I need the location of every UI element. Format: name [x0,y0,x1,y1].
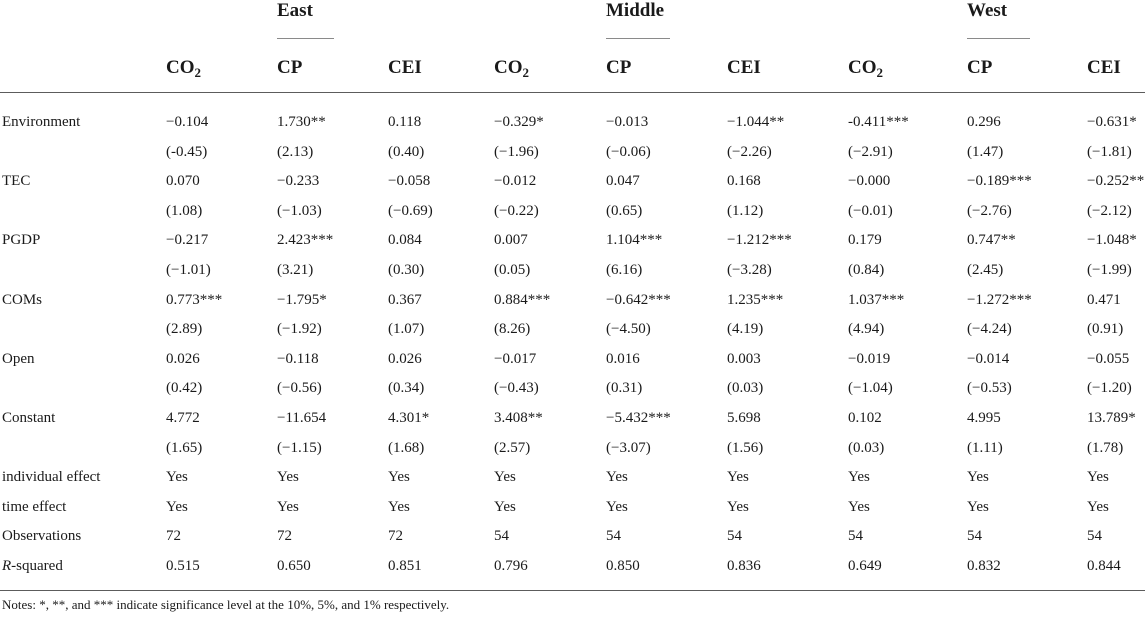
table-cell: −0.233 [277,173,320,189]
table-cell: (−1.92) [277,321,322,337]
group-underline-west [967,38,1030,39]
table-cell: 4.772 [166,410,200,426]
table-cell: (0.91) [1087,321,1124,337]
table-cell: 0.296 [967,114,1001,130]
table-cell: Yes [967,469,989,485]
table-cell: (1.56) [727,440,764,456]
table-cell: (−1.15) [277,440,322,456]
column-header: CEI [727,57,761,78]
table-row [0,314,1145,344]
table-cell: Yes [848,499,870,515]
table-cell: −1.272*** [967,292,1032,308]
table-row [0,196,1145,226]
row-label: Observations [2,528,82,544]
row-label: PGDP [2,232,41,248]
column-header: CP [606,57,632,78]
table-cell: 1.235*** [727,292,784,308]
table-cell: Yes [848,469,870,485]
row-label: Environment [2,114,81,130]
table-cell: (−3.07) [606,440,651,456]
column-header: CEI [388,57,422,78]
table-cell: 0.836 [727,558,761,574]
table-cell: 0.047 [606,173,640,189]
table-cell: (−2.91) [848,144,893,160]
table-cell: (4.19) [727,321,764,337]
table-cell: 0.179 [848,232,882,248]
column-header: CP [967,57,993,78]
table-row [0,166,1145,196]
table-cell: 0.844 [1087,558,1121,574]
table-cell: −0.252** [1087,173,1145,189]
table-row [0,225,1145,255]
table-cell: 5.698 [727,410,761,426]
table-cell: 0.070 [166,173,200,189]
table-cell: (−0.22) [494,203,539,219]
table-cell: 0.747** [967,232,1016,248]
table-cell: (−0.01) [848,203,893,219]
table-cell: −0.217 [166,232,209,248]
table-cell: (1.07) [388,321,425,337]
table-cell: −5.432*** [606,410,671,426]
table-notes: Notes: *, **, and *** indicate significance level at the 10%, 5%, and 1% respectively. [2,597,450,612]
table-cell: −0.118 [277,351,319,367]
table-cell: 0.773*** [166,292,223,308]
table-row [0,551,1145,581]
table-cell: −0.329* [494,114,544,130]
table-cell: (0.03) [727,380,764,396]
table-cell: −0.631* [1087,114,1137,130]
table-cell: (2.89) [166,321,203,337]
table-row [0,373,1145,403]
table-cell: (0.65) [606,203,643,219]
group-underline-east [277,38,334,39]
table-cell: 1.037*** [848,292,905,308]
table-cell: 0.851 [388,558,422,574]
table-cell: (−0.43) [494,380,539,396]
table-cell: Yes [277,499,299,515]
table-cell: Yes [494,469,516,485]
table-cell: 72 [388,528,403,544]
table-cell: (2.57) [494,440,531,456]
table-cell: (6.16) [606,262,643,278]
table-cell: 0.007 [494,232,528,248]
table-cell: (0.05) [494,262,531,278]
table-cell: 0.026 [166,351,200,367]
row-label: COMs [2,292,43,308]
table-cell: −0.019 [848,351,891,367]
row-label: R-squared [2,558,63,574]
table-cell: (0.40) [388,144,425,160]
header-rule [0,92,1145,93]
table-row [0,285,1145,315]
table-cell: 0.471 [1087,292,1121,308]
table-cell: -0.411*** [848,114,909,130]
table-row [0,433,1145,463]
table-row [0,107,1145,137]
table-cell: (−0.06) [606,144,651,160]
table-cell: 0.832 [967,558,1001,574]
table-cell: (2.13) [277,144,314,160]
table-cell: 0.084 [388,232,422,248]
table-cell: (0.42) [166,380,203,396]
table-cell: (0.30) [388,262,425,278]
table-cell: −1.212*** [727,232,792,248]
table-cell: (2.45) [967,262,1004,278]
table-cell: 0.367 [388,292,422,308]
table-cell: Yes [606,469,628,485]
group-header-middle: Middle [606,0,665,21]
table-cell: (−3.28) [727,262,772,278]
table-cell: 54 [848,528,863,544]
table-cell: Yes [388,469,410,485]
column-header: $CO_2$ [494,57,529,80]
table-cell: Yes [1087,469,1109,485]
table-cell: −0.104 [166,114,209,130]
table-cell: −1.048* [1087,232,1137,248]
table-cell: 4.995 [967,410,1001,426]
table-cell: −0.012 [494,173,537,189]
table-cell: (0.34) [388,380,425,396]
table-cell: −0.058 [388,173,431,189]
row-label: time effect [2,499,67,515]
table-cell: 54 [494,528,509,544]
table-row [0,344,1145,374]
table-cell: (−4.24) [967,321,1012,337]
group-header-east: East [277,0,313,21]
table-cell: 3.408** [494,410,543,426]
table-cell: (−0.56) [277,380,322,396]
column-header: $CO_2$ [848,57,883,80]
table-cell: −0.189*** [967,173,1032,189]
table-cell: 54 [727,528,742,544]
table-cell: Yes [166,499,188,515]
table-cell: Yes [494,499,516,515]
table-cell: (−1.81) [1087,144,1132,160]
table-row [0,492,1145,522]
table-cell: −0.013 [606,114,649,130]
table-cell: (−1.04) [848,380,893,396]
row-label: TEC [2,173,31,189]
table-cell: Yes [1087,499,1109,515]
table-cell: (−1.01) [166,262,211,278]
table-cell: 0.102 [848,410,882,426]
table-cell: Yes [727,469,749,485]
table-cell: −1.044** [727,114,785,130]
group-header-west: West [967,0,1008,21]
table-cell: −11.654 [277,410,327,426]
table-cell: −0.642*** [606,292,671,308]
table-cell: −0.017 [494,351,537,367]
table-cell: (1.65) [166,440,203,456]
table-cell: (−2.26) [727,144,772,160]
table-row [0,521,1145,551]
table-cell: 54 [606,528,621,544]
table-cell: 0.884*** [494,292,551,308]
table-cell: (1.47) [967,144,1004,160]
table-row [0,137,1145,167]
table-cell: 13.789* [1087,410,1136,426]
table-cell: 4.301* [388,410,430,426]
table-cell: (1.12) [727,203,764,219]
table-cell: (8.26) [494,321,531,337]
table-cell: (−2.76) [967,203,1012,219]
table-cell: (1.08) [166,203,203,219]
table-cell: Yes [727,499,749,515]
table-cell: (−1.20) [1087,380,1132,396]
table-cell: Yes [606,499,628,515]
row-label: Constant [2,410,56,426]
table-cell: 0.515 [166,558,200,574]
table-cell: (3.21) [277,262,314,278]
table-cell: (0.84) [848,262,885,278]
table-cell: (1.11) [967,440,1003,456]
table-cell: 1.730** [277,114,326,130]
table-cell: 72 [166,528,181,544]
table-cell: (−1.03) [277,203,322,219]
table-cell: Yes [967,499,989,515]
table-cell: 0.003 [727,351,761,367]
table-cell: (4.94) [848,321,885,337]
table-cell: −0.055 [1087,351,1130,367]
table-cell: (1.68) [388,440,425,456]
table-cell: 72 [277,528,292,544]
table-cell: (−0.69) [388,203,433,219]
table-cell: 0.016 [606,351,640,367]
table-cell: 0.168 [727,173,761,189]
table-cell: −0.000 [848,173,891,189]
table-cell: 0.649 [848,558,882,574]
table-cell: 0.796 [494,558,528,574]
table-cell: 0.650 [277,558,311,574]
table-cell: (−2.12) [1087,203,1132,219]
table-row [0,403,1145,433]
table-cell: (1.78) [1087,440,1124,456]
table-cell: (−1.96) [494,144,539,160]
table-cell: 54 [967,528,982,544]
table-cell: (−0.53) [967,380,1012,396]
table-cell: 54 [1087,528,1102,544]
table-cell: Yes [277,469,299,485]
row-label: Open [2,351,35,367]
column-header: $CO_2$ [166,57,201,80]
table-cell: 1.104*** [606,232,663,248]
table-cell: Yes [166,469,188,485]
table-cell: −0.014 [967,351,1010,367]
table-cell: (-0.45) [166,144,208,160]
table-row [0,462,1145,492]
bottom-rule [0,590,1145,591]
table-cell: 0.850 [606,558,640,574]
table-cell: 0.118 [388,114,422,130]
table-cell: 0.026 [388,351,422,367]
column-header: CEI [1087,57,1121,78]
table-row [0,255,1145,285]
column-header: CP [277,57,303,78]
table-cell: (0.31) [606,380,643,396]
table-cell: (−4.50) [606,321,651,337]
table-cell: 2.423*** [277,232,334,248]
table-cell: (−1.99) [1087,262,1132,278]
table-cell: (0.03) [848,440,885,456]
table-cell: Yes [388,499,410,515]
row-label: individual effect [2,469,101,485]
table-cell: −1.795* [277,292,327,308]
group-underline-middle [606,38,670,39]
